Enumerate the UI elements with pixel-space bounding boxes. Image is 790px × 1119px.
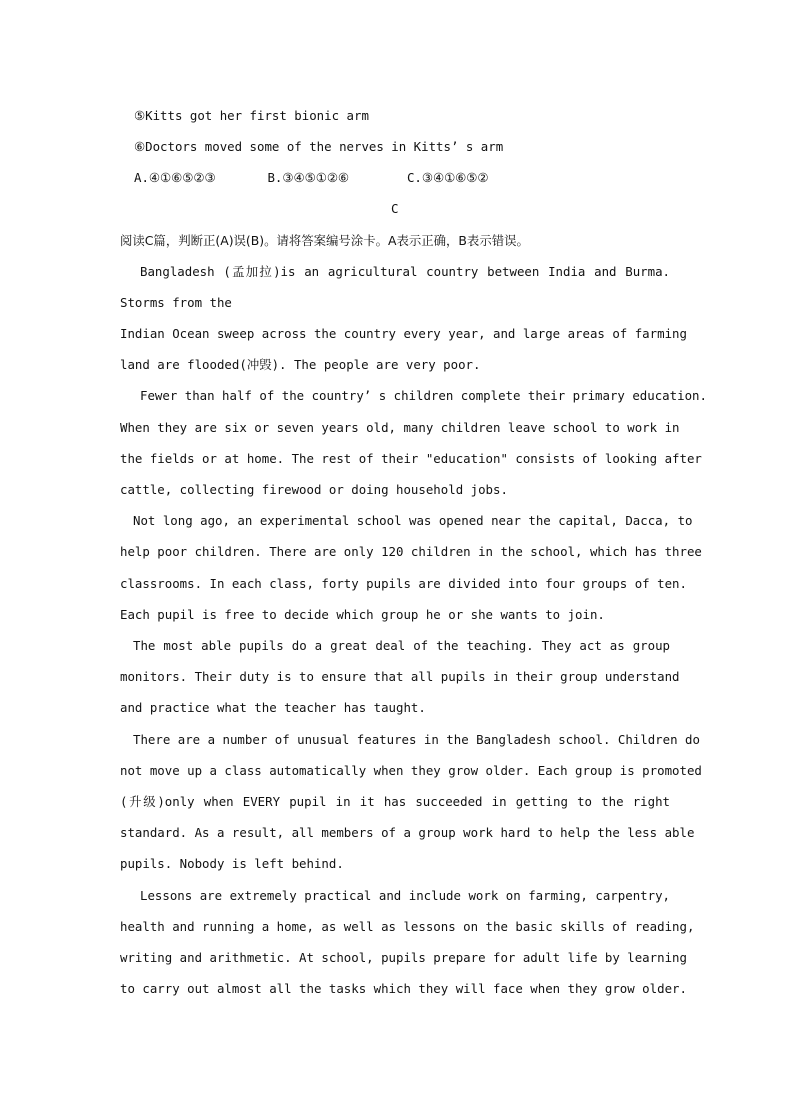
paragraph-2-line-3: the fields or at home. The rest of their "education" consists of looking after [120, 451, 702, 466]
paragraph-4-line-1: The most able pupils do a great deal of the teaching. They act as group [133, 638, 670, 653]
paragraph-5-line-5: pupils. Nobody is left behind. [120, 856, 344, 871]
paragraph-2-line-1: Fewer than half of the country’ s children complete their primary education. [140, 388, 707, 403]
paragraph-3-line-1: Not long ago, an experimental school was opened near the capital, Dacca, to [133, 513, 693, 528]
paragraph-6-line-3: writing and arithmetic. At school, pupils prepare for adult life by learning [120, 950, 687, 965]
paragraph-5-line-2: not move up a class automatically when they grow older. Each group is promoted [120, 763, 702, 778]
paragraph-6-line-4: to carry out almost all the tasks which they will face when they grow older. [120, 981, 687, 996]
paragraph-3-line-4: Each pupil is free to decide which group he or she wants to join. [120, 607, 605, 622]
paragraph-2-line-2: When they are six or seven years old, many children leave school to work in [120, 420, 680, 435]
option-a: A.④①⑥⑤②③ [134, 170, 216, 185]
paragraph-3-line-3: classrooms. In each class, forty pupils are divided into four groups of ten. [120, 576, 687, 591]
paragraph-6-line-2: health and running a home, as well as lessons on the basic skills of reading, [120, 919, 695, 934]
paragraph-1-line-2: Storms from the [120, 295, 232, 310]
paragraph-1-line-4: land are flooded(冲毁). The people are very poor. [120, 357, 481, 372]
option-b: B.③④⑤①②⑥ [267, 170, 350, 185]
item-6: ⑥Doctors moved some of the nerves in Kitts’ s arm [134, 139, 504, 154]
paragraph-4-line-2: monitors. Their duty is to ensure that all pupils in their group understand [120, 669, 680, 684]
paragraph-6-line-1: Lessons are extremely practical and include work on farming, carpentry, [140, 888, 670, 903]
instruction: 阅读C篇，判断正(A)误(B)。请将答案编号涂卡。A表示正确，B表示错误。 [120, 233, 529, 248]
paragraph-4-line-3: and practice what the teacher has taught. [120, 700, 426, 715]
item-5: ⑤Kitts got her first bionic arm [134, 108, 369, 123]
section-label: C [391, 201, 399, 216]
option-c: C.③④①⑥⑤② [406, 170, 489, 185]
paragraph-2-line-4: cattle, collecting firewood or doing household jobs. [120, 482, 508, 497]
paragraph-1-line-1: Bangladesh (孟加拉)is an agricultural country between India and Burma. [140, 264, 670, 279]
paragraph-5-line-1: There are a number of unusual features in the Bangladesh school. Children do [133, 732, 700, 747]
paragraph-3-line-2: help poor children. There are only 120 children in the school, which has three [120, 544, 702, 559]
paragraph-1-line-3: Indian Ocean sweep across the country every year, and large areas of farming [120, 326, 687, 341]
paragraph-5-line-3: (升级)only when EVERY pupil in it has succeeded in getting to the right [120, 794, 670, 809]
paragraph-5-line-4: standard. As a result, all members of a group work hard to help the less able [120, 825, 695, 840]
answer-options [134, 170, 489, 185]
